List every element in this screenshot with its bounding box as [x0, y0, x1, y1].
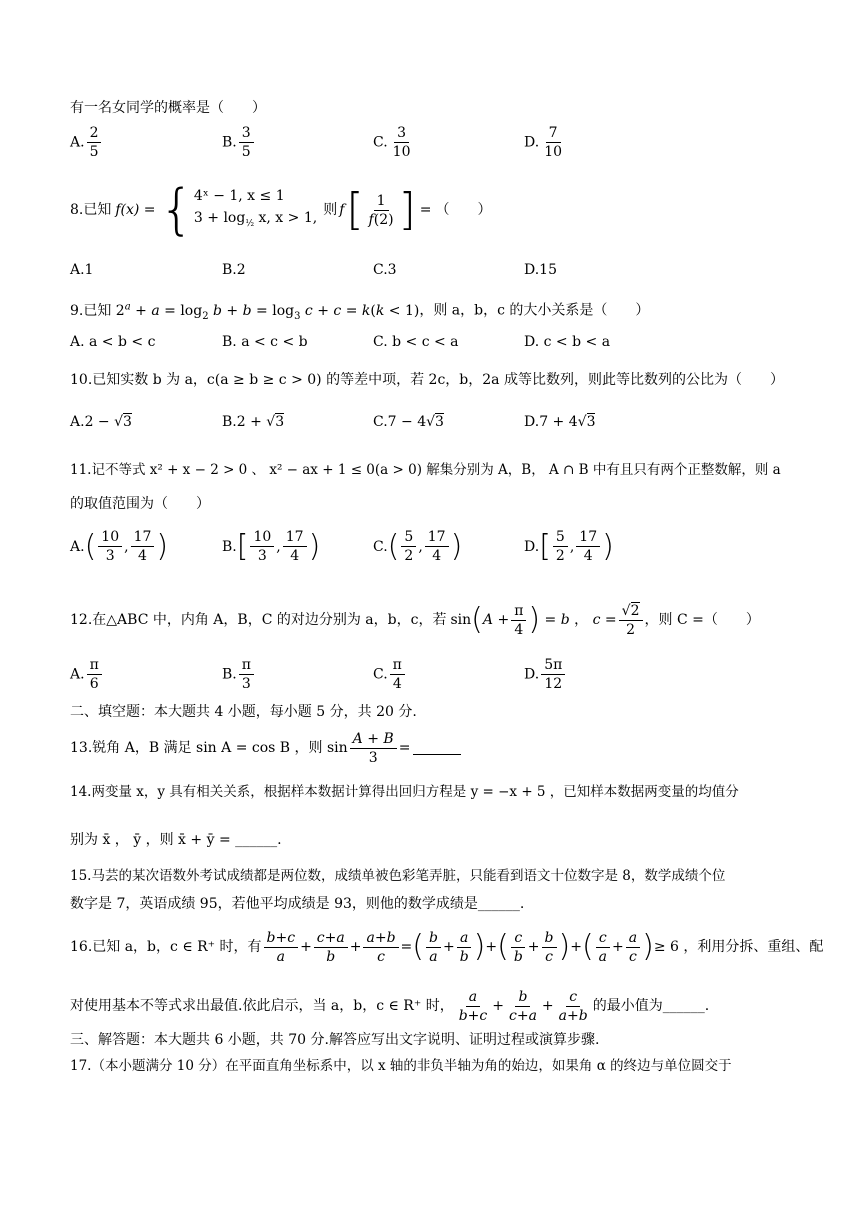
- q9-option-d: D. c < b < a: [524, 334, 611, 350]
- q14-stem-line-2: 别为 x̄ ， ȳ ，则 x̄ + ȳ = ______.: [70, 832, 282, 848]
- q12-option-a: A. $\frac{\pi}{6}$: [70, 656, 104, 693]
- q8-piece-1: 4ˣ − 1, x ≤ 1: [193, 188, 285, 205]
- q10-option-b: B.2 + √3: [222, 414, 285, 430]
- q8-option-d: D.15: [524, 262, 557, 278]
- q10-option-a: A.2 − √3: [70, 414, 132, 430]
- q16-stem-line-2: 对使用基本不等式求出最值.依此启示，当 a，b，c ∈ R⁺ 时， $\frac{a}{b+c}$ + $\frac{b}{c+a}$ + $\frac{c}{a+b}$ 的最小值为______.: [70, 988, 710, 1024]
- q7-option-d: D. $\frac{7}{10}$: [524, 125, 563, 160]
- q12-stem: 12.在△ABC 中，内角 A，B，C 的对边分别为 a，b，c，若 sin ( A + $\frac{\pi}{4}$ ) = b ， c = $\frac{√2}{2}$ ，则 C =（ ）: [70, 602, 760, 638]
- q11-option-c: C. ( $\frac{5}{2}$ , $\frac{17}{4}$ ): [373, 528, 463, 564]
- q7-option-a: A. $\frac{2}{5}$: [70, 124, 103, 161]
- q9-stem: 9.已知 $2^a + a = \log_2 b + b = \log_3 c + c = k(k < 1)$，则 a，b，c 的大小关系是（ ）: [70, 301, 650, 322]
- q8-option-a: A.1: [70, 262, 94, 278]
- q13-stem: 13.锐角 A，B 满足 sin A = cos B ，则 sin $\frac{A + B}{3}$ =: [70, 728, 461, 768]
- q7-option-c: C. $\frac{3}{10}$: [373, 125, 411, 160]
- q11-option-a: A. ( $\frac{10}{3}$ , $\frac{17}{4}$ ): [70, 528, 169, 564]
- q12-option-b: B. $\frac{\pi}{3}$: [222, 656, 256, 693]
- q14-stem-line-1: 14.两变量 x，y 具有相关关系，根据样本数据计算得出回归方程是 y = −x + 5 ，已知样本数据两变量的均值分: [70, 784, 739, 800]
- q11-stem-line-1: 11.记不等式 x² + x − 2 > 0 、 x² − ax + 1 ≤ 0(a > 0) 解集分别为 A，B， A ∩ B 中有且只有两个正整数解，则 a: [70, 462, 781, 478]
- q7-stem-tail: 有一名女同学的概率是（ ）: [70, 100, 266, 116]
- q15-stem-line-1: 15.马芸的某次语数外考试成绩都是两位数，成绩单被色彩笔弄脏，只能看到语文十位数字是 8，数学成绩个位: [70, 868, 726, 884]
- q11-stem-line-2: 的取值范围为（ ）: [70, 496, 210, 512]
- q17-stem: 17.（本小题满分 10 分）在平面直角坐标系中，以 x 轴的非负半轴为角的始边，如果角 α 的终边与单位圆交于: [70, 1058, 732, 1074]
- q16-stem-line-1: 16.已知 a，b，c ∈ R⁺ 时，有 $\frac{b+c}{a}$ + $\frac{c+a}{b}$ + $\frac{a+b}{c}$ = ( $\frac{b}{a}$ + $\frac{a}{b}$ ) + ( $\frac{c}{b}$ + $\frac{b}{c}$ ) + ( $\frac{c}{a}$ + $\frac{a}{c}$ ) ≥ 6 ，利用分拆、重组、配: [70, 929, 824, 965]
- q8-piece-2: $3 + \log_{\frac{1}{2}} x$, x > 1,: [193, 210, 318, 229]
- q9-option-b: B. a < c < b: [222, 334, 308, 350]
- q15-stem-line-2: 数字是 7，英语成绩 95，若他平均成绩是 93，则他的数学成绩是______.: [70, 896, 525, 912]
- q7-option-b: B. $\frac{3}{5}$: [222, 124, 256, 161]
- q12-option-c: C. $\frac{\pi}{4}$: [373, 656, 407, 693]
- q11-option-d: D. [ $\frac{5}{2}$ , $\frac{17}{4}$ ): [524, 528, 614, 564]
- q11-option-b: B. [ $\frac{10}{3}$ , $\frac{17}{4}$ ): [222, 528, 321, 564]
- section-3-heading: 三、解答题：本大题共 6 小题，共 70 分.解答应写出文字说明、证明过程或演算步骤.: [70, 1032, 600, 1048]
- q10-stem: 10.已知实数 b 为 a，c(a ≥ b ≥ c > 0) 的等差中项，若 2c，b，2a 成等比数列，则此等比数列的公比为（ ）: [70, 372, 784, 388]
- q12-option-d: D. $\frac{5\pi}{12}$: [524, 656, 567, 693]
- q10-option-c: C.7 − 4√3: [373, 414, 444, 430]
- q10-option-d: D.7 + 4√3: [524, 414, 596, 430]
- q8-stem: 8.已知 f(x) = { 4ˣ − 1, x ≤ 1 $3 + \log_{\frac{1}{2}} x$, x > 1, 则 f [ $\frac{1}{f(2)}$ ] = （ ）: [70, 178, 492, 241]
- q8-option-b: B.2: [222, 262, 246, 278]
- q9-option-a: A. a < b < c: [70, 334, 156, 350]
- q9-option-c: C. b < c < a: [373, 334, 459, 350]
- q8-option-c: C.3: [373, 262, 397, 278]
- section-2-heading: 二、填空题：本大题共 4 小题，每小题 5 分，共 20 分.: [70, 704, 417, 720]
